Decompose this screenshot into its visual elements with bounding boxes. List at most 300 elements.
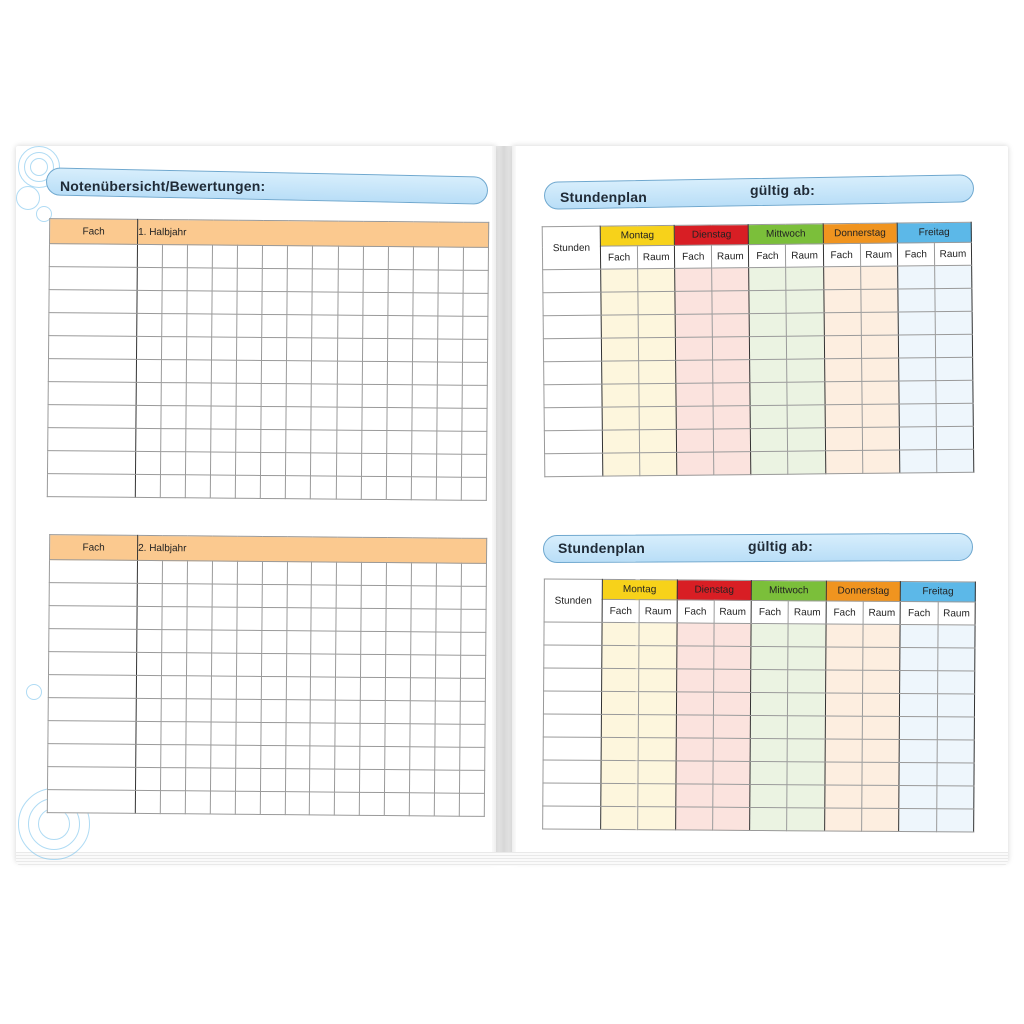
- grade-cell[interactable]: [361, 654, 386, 677]
- grade-cell[interactable]: [136, 382, 161, 405]
- grade-cell[interactable]: [161, 676, 186, 699]
- fach-cell[interactable]: [48, 675, 136, 699]
- fach-cell[interactable]: [48, 652, 136, 676]
- grade-cell[interactable]: [461, 454, 486, 477]
- grade-cell[interactable]: [436, 431, 461, 454]
- raum-entry-cell[interactable]: [937, 694, 974, 717]
- grade-cell[interactable]: [288, 246, 313, 269]
- grade-cell[interactable]: [261, 699, 286, 722]
- fach-entry-cell[interactable]: [751, 623, 788, 646]
- grade-cell[interactable]: [410, 701, 435, 724]
- grade-cell[interactable]: [260, 722, 285, 745]
- grade-cell[interactable]: [187, 314, 212, 337]
- grade-cell[interactable]: [436, 477, 461, 500]
- fach-entry-cell[interactable]: [677, 623, 714, 646]
- fach-cell[interactable]: [49, 560, 137, 584]
- raum-entry-cell[interactable]: [713, 761, 750, 784]
- grade-cell[interactable]: [437, 362, 462, 385]
- grade-cell[interactable]: [287, 269, 312, 292]
- hour-cell[interactable]: [543, 760, 601, 783]
- grade-cell[interactable]: [338, 269, 363, 292]
- fach-cell[interactable]: [47, 451, 135, 475]
- raum-entry-cell[interactable]: [787, 762, 824, 785]
- grade-cell[interactable]: [436, 454, 461, 477]
- grade-cell[interactable]: [386, 477, 411, 500]
- grade-cell[interactable]: [361, 430, 386, 453]
- grade-cell[interactable]: [211, 360, 236, 383]
- grade-cell[interactable]: [361, 677, 386, 700]
- grade-cell[interactable]: [286, 476, 311, 499]
- grade-cell[interactable]: [260, 768, 285, 791]
- grade-cell[interactable]: [461, 477, 486, 500]
- raum-entry-cell[interactable]: [862, 427, 899, 450]
- grade-cell[interactable]: [385, 770, 410, 793]
- raum-entry-cell[interactable]: [862, 762, 899, 785]
- grade-cell[interactable]: [212, 314, 237, 337]
- fach-entry-cell[interactable]: [751, 692, 788, 715]
- grade-cell[interactable]: [386, 678, 411, 701]
- raum-entry-cell[interactable]: [787, 336, 824, 359]
- grade-cell[interactable]: [463, 247, 488, 270]
- hour-cell[interactable]: [545, 453, 603, 477]
- grade-cell[interactable]: [462, 339, 487, 362]
- grade-cell[interactable]: [286, 384, 311, 407]
- raum-entry-cell[interactable]: [788, 739, 825, 762]
- fach-entry-cell[interactable]: [676, 738, 713, 761]
- grade-cell[interactable]: [437, 385, 462, 408]
- grade-cell[interactable]: [311, 453, 336, 476]
- fach-cell[interactable]: [49, 267, 137, 291]
- grade-cell[interactable]: [385, 724, 410, 747]
- grade-cell[interactable]: [236, 475, 261, 498]
- raum-entry-cell[interactable]: [713, 383, 750, 406]
- grade-cell[interactable]: [338, 246, 363, 269]
- grade-cell[interactable]: [360, 769, 385, 792]
- grade-cell[interactable]: [287, 562, 312, 585]
- grade-cell[interactable]: [137, 583, 162, 606]
- grade-cell[interactable]: [162, 291, 187, 314]
- grade-cell[interactable]: [237, 291, 262, 314]
- fach-entry-cell[interactable]: [900, 693, 937, 716]
- grade-cell[interactable]: [435, 701, 460, 724]
- fach-entry-cell[interactable]: [900, 624, 937, 647]
- hour-cell[interactable]: [543, 714, 601, 737]
- grade-cell[interactable]: [312, 562, 337, 585]
- fach-entry-cell[interactable]: [675, 291, 712, 314]
- raum-entry-cell[interactable]: [862, 785, 899, 808]
- raum-entry-cell[interactable]: [787, 808, 824, 831]
- grade-cell[interactable]: [211, 452, 236, 475]
- grade-cell[interactable]: [136, 675, 161, 698]
- grade-cell[interactable]: [360, 700, 385, 723]
- grade-cell[interactable]: [187, 337, 212, 360]
- fach-entry-cell[interactable]: [751, 428, 788, 451]
- raum-entry-cell[interactable]: [935, 288, 972, 311]
- grade-cell[interactable]: [211, 676, 236, 699]
- grade-cell[interactable]: [286, 430, 311, 453]
- raum-entry-cell[interactable]: [640, 452, 677, 475]
- grade-cell[interactable]: [388, 293, 413, 316]
- fach-cell[interactable]: [48, 744, 136, 768]
- raum-entry-cell[interactable]: [638, 314, 675, 337]
- grade-cell[interactable]: [311, 700, 336, 723]
- fach-entry-cell[interactable]: [602, 384, 639, 407]
- raum-entry-cell[interactable]: [712, 268, 749, 291]
- fach-entry-cell[interactable]: [602, 668, 639, 691]
- fach-entry-cell[interactable]: [826, 624, 863, 647]
- grade-cell[interactable]: [186, 360, 211, 383]
- grade-cell[interactable]: [335, 769, 360, 792]
- fach-entry-cell[interactable]: [601, 315, 638, 338]
- grade-cell[interactable]: [311, 476, 336, 499]
- grade-cell[interactable]: [310, 769, 335, 792]
- grade-cell[interactable]: [336, 407, 361, 430]
- grade-cell[interactable]: [312, 361, 337, 384]
- grade-cell[interactable]: [212, 561, 237, 584]
- grade-cell[interactable]: [411, 609, 436, 632]
- grade-cell[interactable]: [387, 362, 412, 385]
- grade-cell[interactable]: [336, 430, 361, 453]
- fach-entry-cell[interactable]: [900, 647, 937, 670]
- fach-entry-cell[interactable]: [823, 289, 860, 312]
- grade-cell[interactable]: [161, 722, 186, 745]
- raum-entry-cell[interactable]: [862, 450, 899, 473]
- grade-cell[interactable]: [436, 586, 461, 609]
- grade-cell[interactable]: [161, 699, 186, 722]
- grade-cell[interactable]: [461, 431, 486, 454]
- grade-cell[interactable]: [337, 338, 362, 361]
- raum-entry-cell[interactable]: [936, 786, 973, 809]
- grade-cell[interactable]: [386, 655, 411, 678]
- grade-cell[interactable]: [311, 407, 336, 430]
- grade-cell[interactable]: [387, 408, 412, 431]
- raum-entry-cell[interactable]: [936, 809, 973, 832]
- grade-cell[interactable]: [286, 631, 311, 654]
- raum-entry-cell[interactable]: [935, 334, 972, 357]
- raum-entry-cell[interactable]: [639, 406, 676, 429]
- raum-entry-cell[interactable]: [639, 669, 676, 692]
- hour-cell[interactable]: [544, 622, 602, 645]
- fach-entry-cell[interactable]: [675, 784, 712, 807]
- raum-entry-cell[interactable]: [713, 669, 750, 692]
- grade-cell[interactable]: [137, 313, 162, 336]
- grade-cell[interactable]: [286, 453, 311, 476]
- grade-cell[interactable]: [335, 723, 360, 746]
- fach-cell[interactable]: [48, 698, 136, 722]
- grade-cell[interactable]: [387, 385, 412, 408]
- raum-entry-cell[interactable]: [639, 360, 676, 383]
- raum-entry-cell[interactable]: [861, 358, 898, 381]
- fach-entry-cell[interactable]: [824, 381, 861, 404]
- grade-cell[interactable]: [135, 451, 160, 474]
- grade-cell[interactable]: [437, 316, 462, 339]
- grade-cell[interactable]: [162, 245, 187, 268]
- grade-cell[interactable]: [162, 337, 187, 360]
- grade-cell[interactable]: [161, 360, 186, 383]
- fach-entry-cell[interactable]: [601, 714, 638, 737]
- fach-entry-cell[interactable]: [676, 337, 713, 360]
- fach-entry-cell[interactable]: [601, 806, 638, 829]
- fach-entry-cell[interactable]: [676, 646, 713, 669]
- grade-cell[interactable]: [210, 745, 235, 768]
- grade-cell[interactable]: [262, 291, 287, 314]
- grade-cell[interactable]: [187, 291, 212, 314]
- grade-cell[interactable]: [411, 431, 436, 454]
- raum-entry-cell[interactable]: [639, 383, 676, 406]
- fach-entry-cell[interactable]: [824, 358, 861, 381]
- grade-cell[interactable]: [387, 339, 412, 362]
- grade-cell[interactable]: [236, 699, 261, 722]
- fach-entry-cell[interactable]: [750, 336, 787, 359]
- raum-entry-cell[interactable]: [639, 692, 676, 715]
- hour-cell[interactable]: [543, 806, 601, 829]
- grade-cell[interactable]: [436, 632, 461, 655]
- raum-entry-cell[interactable]: [863, 670, 900, 693]
- grade-cell[interactable]: [337, 384, 362, 407]
- fach-entry-cell[interactable]: [825, 693, 862, 716]
- grade-cell[interactable]: [261, 630, 286, 653]
- grade-cell[interactable]: [438, 293, 463, 316]
- grade-cell[interactable]: [361, 476, 386, 499]
- fach-cell[interactable]: [47, 790, 135, 814]
- grade-cell[interactable]: [161, 383, 186, 406]
- grade-cell[interactable]: [161, 745, 186, 768]
- grade-cell[interactable]: [361, 631, 386, 654]
- fach-entry-cell[interactable]: [676, 692, 713, 715]
- grade-cell[interactable]: [460, 747, 485, 770]
- grade-cell[interactable]: [137, 244, 162, 267]
- grade-cell[interactable]: [210, 791, 235, 814]
- raum-entry-cell[interactable]: [788, 693, 825, 716]
- fach-cell[interactable]: [49, 290, 137, 314]
- raum-entry-cell[interactable]: [713, 807, 750, 830]
- grade-cell[interactable]: [387, 563, 412, 586]
- raum-entry-cell[interactable]: [639, 429, 676, 452]
- fach-entry-cell[interactable]: [676, 715, 713, 738]
- grade-cell[interactable]: [462, 362, 487, 385]
- grade-cell[interactable]: [135, 790, 160, 813]
- grade-cell[interactable]: [186, 699, 211, 722]
- grade-cell[interactable]: [261, 429, 286, 452]
- raum-entry-cell[interactable]: [862, 808, 899, 831]
- raum-entry-cell[interactable]: [936, 426, 973, 449]
- grade-cell[interactable]: [160, 791, 185, 814]
- raum-entry-cell[interactable]: [638, 784, 675, 807]
- fach-cell[interactable]: [48, 336, 136, 360]
- grade-cell[interactable]: [361, 608, 386, 631]
- fach-entry-cell[interactable]: [900, 716, 937, 739]
- hour-cell[interactable]: [543, 691, 601, 714]
- grade-cell[interactable]: [362, 315, 387, 338]
- grade-cell[interactable]: [311, 631, 336, 654]
- grade-cell[interactable]: [412, 316, 437, 339]
- grade-cell[interactable]: [411, 655, 436, 678]
- fach-cell[interactable]: [48, 721, 136, 745]
- fach-entry-cell[interactable]: [751, 669, 788, 692]
- fach-entry-cell[interactable]: [677, 452, 714, 475]
- grade-cell[interactable]: [436, 655, 461, 678]
- grade-cell[interactable]: [410, 724, 435, 747]
- grade-cell[interactable]: [386, 586, 411, 609]
- grade-cell[interactable]: [236, 406, 261, 429]
- grade-cell[interactable]: [262, 584, 287, 607]
- grade-cell[interactable]: [211, 630, 236, 653]
- fach-cell[interactable]: [47, 474, 135, 498]
- grade-cell[interactable]: [460, 724, 485, 747]
- raum-entry-cell[interactable]: [714, 623, 751, 646]
- raum-entry-cell[interactable]: [863, 624, 900, 647]
- grade-cell[interactable]: [411, 632, 436, 655]
- raum-entry-cell[interactable]: [713, 406, 750, 429]
- fach-entry-cell[interactable]: [601, 691, 638, 714]
- grade-cell[interactable]: [237, 268, 262, 291]
- grade-cell[interactable]: [363, 246, 388, 269]
- fach-entry-cell[interactable]: [601, 292, 638, 315]
- grade-cell[interactable]: [285, 723, 310, 746]
- grade-cell[interactable]: [411, 586, 436, 609]
- grade-cell[interactable]: [461, 586, 486, 609]
- grade-cell[interactable]: [187, 607, 212, 630]
- grade-cell[interactable]: [335, 792, 360, 815]
- grade-cell[interactable]: [212, 337, 237, 360]
- fach-entry-cell[interactable]: [677, 429, 714, 452]
- grade-cell[interactable]: [286, 407, 311, 430]
- grade-cell[interactable]: [260, 745, 285, 768]
- grade-cell[interactable]: [162, 584, 187, 607]
- grade-cell[interactable]: [436, 563, 461, 586]
- grade-cell[interactable]: [462, 408, 487, 431]
- fach-entry-cell[interactable]: [825, 427, 862, 450]
- grade-cell[interactable]: [312, 384, 337, 407]
- grade-cell[interactable]: [262, 337, 287, 360]
- raum-entry-cell[interactable]: [713, 337, 750, 360]
- grade-cell[interactable]: [137, 560, 162, 583]
- grade-cell[interactable]: [186, 452, 211, 475]
- fach-entry-cell[interactable]: [825, 404, 862, 427]
- grade-cell[interactable]: [212, 584, 237, 607]
- grade-cell[interactable]: [336, 608, 361, 631]
- fach-entry-cell[interactable]: [825, 450, 862, 473]
- fach-entry-cell[interactable]: [750, 359, 787, 382]
- grade-cell[interactable]: [386, 431, 411, 454]
- grade-cell[interactable]: [136, 336, 161, 359]
- grade-cell[interactable]: [388, 270, 413, 293]
- raum-entry-cell[interactable]: [936, 380, 973, 403]
- grade-cell[interactable]: [237, 337, 262, 360]
- raum-entry-cell[interactable]: [787, 313, 824, 336]
- grade-cell[interactable]: [186, 745, 211, 768]
- grade-cell[interactable]: [411, 454, 436, 477]
- raum-entry-cell[interactable]: [860, 266, 897, 289]
- fach-entry-cell[interactable]: [749, 313, 786, 336]
- raum-entry-cell[interactable]: [638, 807, 675, 830]
- grade-cell[interactable]: [287, 315, 312, 338]
- grade-cell[interactable]: [412, 408, 437, 431]
- grade-cell[interactable]: [312, 315, 337, 338]
- raum-entry-cell[interactable]: [788, 647, 825, 670]
- raum-entry-cell[interactable]: [937, 717, 974, 740]
- grade-cell[interactable]: [336, 585, 361, 608]
- grade-cell[interactable]: [286, 677, 311, 700]
- grade-cell[interactable]: [286, 700, 311, 723]
- raum-entry-cell[interactable]: [712, 314, 749, 337]
- grade-cell[interactable]: [311, 677, 336, 700]
- grade-cell[interactable]: [361, 453, 386, 476]
- grade-cell[interactable]: [237, 561, 262, 584]
- grade-cell[interactable]: [387, 316, 412, 339]
- grade-cell[interactable]: [186, 383, 211, 406]
- hour-cell[interactable]: [544, 407, 602, 431]
- fach-entry-cell[interactable]: [750, 784, 787, 807]
- fach-entry-cell[interactable]: [751, 646, 788, 669]
- grade-cell[interactable]: [211, 406, 236, 429]
- grade-cell[interactable]: [211, 429, 236, 452]
- grade-cell[interactable]: [361, 585, 386, 608]
- grade-cell[interactable]: [186, 676, 211, 699]
- raum-entry-cell[interactable]: [862, 739, 899, 762]
- grade-cell[interactable]: [160, 768, 185, 791]
- grade-cell[interactable]: [236, 653, 261, 676]
- grade-cell[interactable]: [462, 385, 487, 408]
- grade-cell[interactable]: [162, 314, 187, 337]
- fach-entry-cell[interactable]: [676, 360, 713, 383]
- fach-entry-cell[interactable]: [899, 427, 936, 450]
- fach-entry-cell[interactable]: [601, 783, 638, 806]
- grade-cell[interactable]: [335, 746, 360, 769]
- grade-cell[interactable]: [136, 652, 161, 675]
- grade-cell[interactable]: [411, 563, 436, 586]
- fach-cell[interactable]: [48, 382, 136, 406]
- grade-cell[interactable]: [135, 474, 160, 497]
- grade-cell[interactable]: [313, 246, 338, 269]
- grade-cell[interactable]: [337, 361, 362, 384]
- grade-cell[interactable]: [287, 292, 312, 315]
- fach-entry-cell[interactable]: [826, 647, 863, 670]
- fach-entry-cell[interactable]: [601, 338, 638, 361]
- fach-entry-cell[interactable]: [825, 739, 862, 762]
- fach-entry-cell[interactable]: [823, 266, 860, 289]
- fach-entry-cell[interactable]: [750, 405, 787, 428]
- grade-cell[interactable]: [388, 247, 413, 270]
- grade-cell[interactable]: [360, 746, 385, 769]
- grade-cell[interactable]: [459, 793, 484, 816]
- grade-cell[interactable]: [187, 584, 212, 607]
- raum-entry-cell[interactable]: [713, 715, 750, 738]
- hour-cell[interactable]: [544, 668, 602, 691]
- grade-cell[interactable]: [262, 607, 287, 630]
- grade-cell[interactable]: [136, 359, 161, 382]
- hour-cell[interactable]: [544, 384, 602, 408]
- grade-cell[interactable]: [410, 678, 435, 701]
- grade-cell[interactable]: [212, 607, 237, 630]
- grade-cell[interactable]: [463, 270, 488, 293]
- raum-entry-cell[interactable]: [788, 624, 825, 647]
- grade-cell[interactable]: [136, 744, 161, 767]
- grade-cell[interactable]: [211, 699, 236, 722]
- grade-cell[interactable]: [386, 632, 411, 655]
- raum-entry-cell[interactable]: [714, 429, 751, 452]
- fach-entry-cell[interactable]: [899, 381, 936, 404]
- hour-cell[interactable]: [543, 737, 601, 760]
- raum-entry-cell[interactable]: [862, 404, 899, 427]
- grade-cell[interactable]: [185, 475, 210, 498]
- grade-cell[interactable]: [336, 654, 361, 677]
- grade-cell[interactable]: [412, 339, 437, 362]
- grade-cell[interactable]: [461, 563, 486, 586]
- raum-entry-cell[interactable]: [936, 403, 973, 426]
- grade-cell[interactable]: [461, 609, 486, 632]
- grade-cell[interactable]: [411, 477, 436, 500]
